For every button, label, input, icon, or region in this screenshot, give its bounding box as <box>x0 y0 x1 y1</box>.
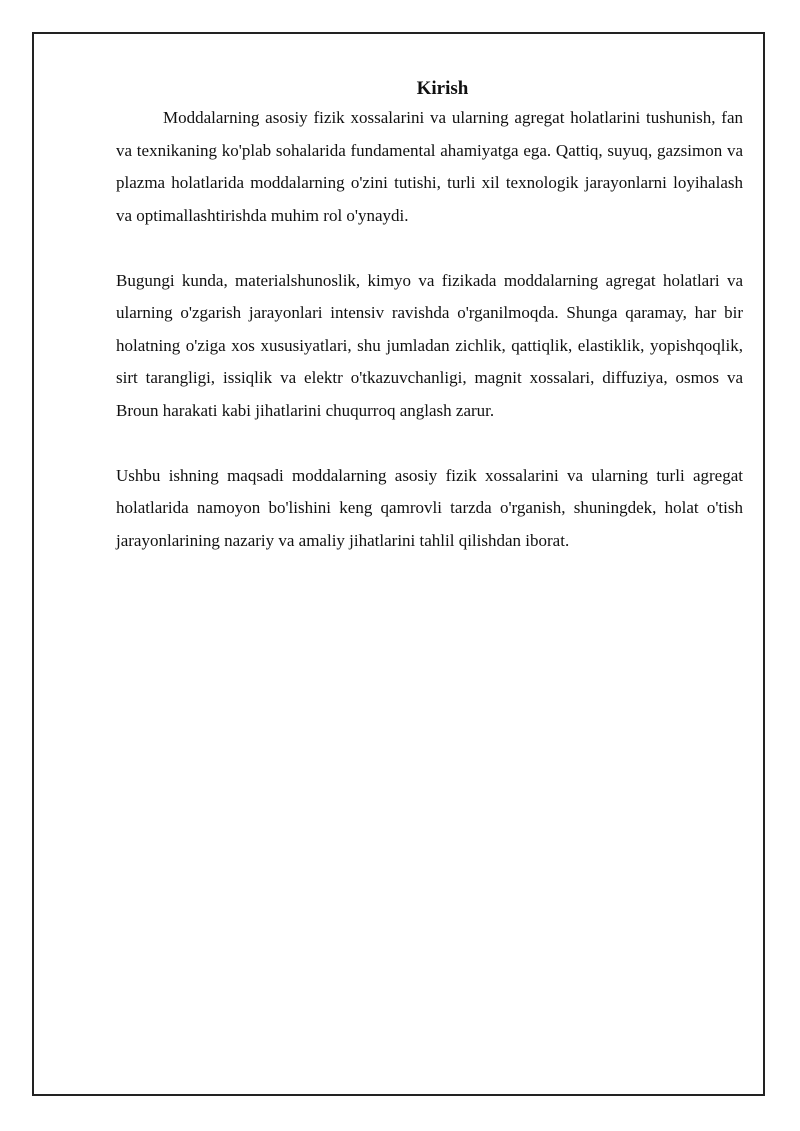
document-title: Kirish <box>416 78 469 99</box>
paragraph-spacer <box>116 232 743 265</box>
page-frame <box>32 32 765 1096</box>
paragraph-2: Bugungi kunda, materialshunoslik, kimyo va fizikada moddalarning agregat holatlari va ularning o'zgarish jarayonlari intensiv ravishda o'rganilmoqda. Shunga qaramay, har bir holatning o'ziga xos xususiyatlari, shu jumladan zichlik, qattiqlik, elastiklik, yopishqoqlik, sirt tarangligi, issiqlik va elektr o'tkazuvchanligi, magnit xossalari, diffuziya, osmos va Broun harakati kabi jihatlarini chuqurroq anglash zarur. <box>116 270 743 420</box>
paragraph-spacer <box>116 427 743 460</box>
paragraph-1: Moddalarning asosiy fizik xossalarini va ularning agregat holatlarini tushunish, fan va texnikaning ko'plab sohalarida fundamental ahamiyatga ega. Qattiq, suyuq, gazsimon va plazma holatlarida moddalarning o'zini tutishi, turli xil texnologik jarayonlarni loyihalash va optimallashtirishda muhim rol o'ynaydi. <box>116 108 743 225</box>
paragraph-3: Ushbu ishning maqsadi moddalarning asosiy fizik xossalarini va ularning turli agregat holatlarida namoyon bo'lishini keng qamrovli tarzda o'rganish, shuningdek, holat o'tish jarayonlarining nazariy va amaliy jihatlarini tahlil qilishdan iborat. <box>116 465 743 550</box>
document-body <box>116 76 743 557</box>
